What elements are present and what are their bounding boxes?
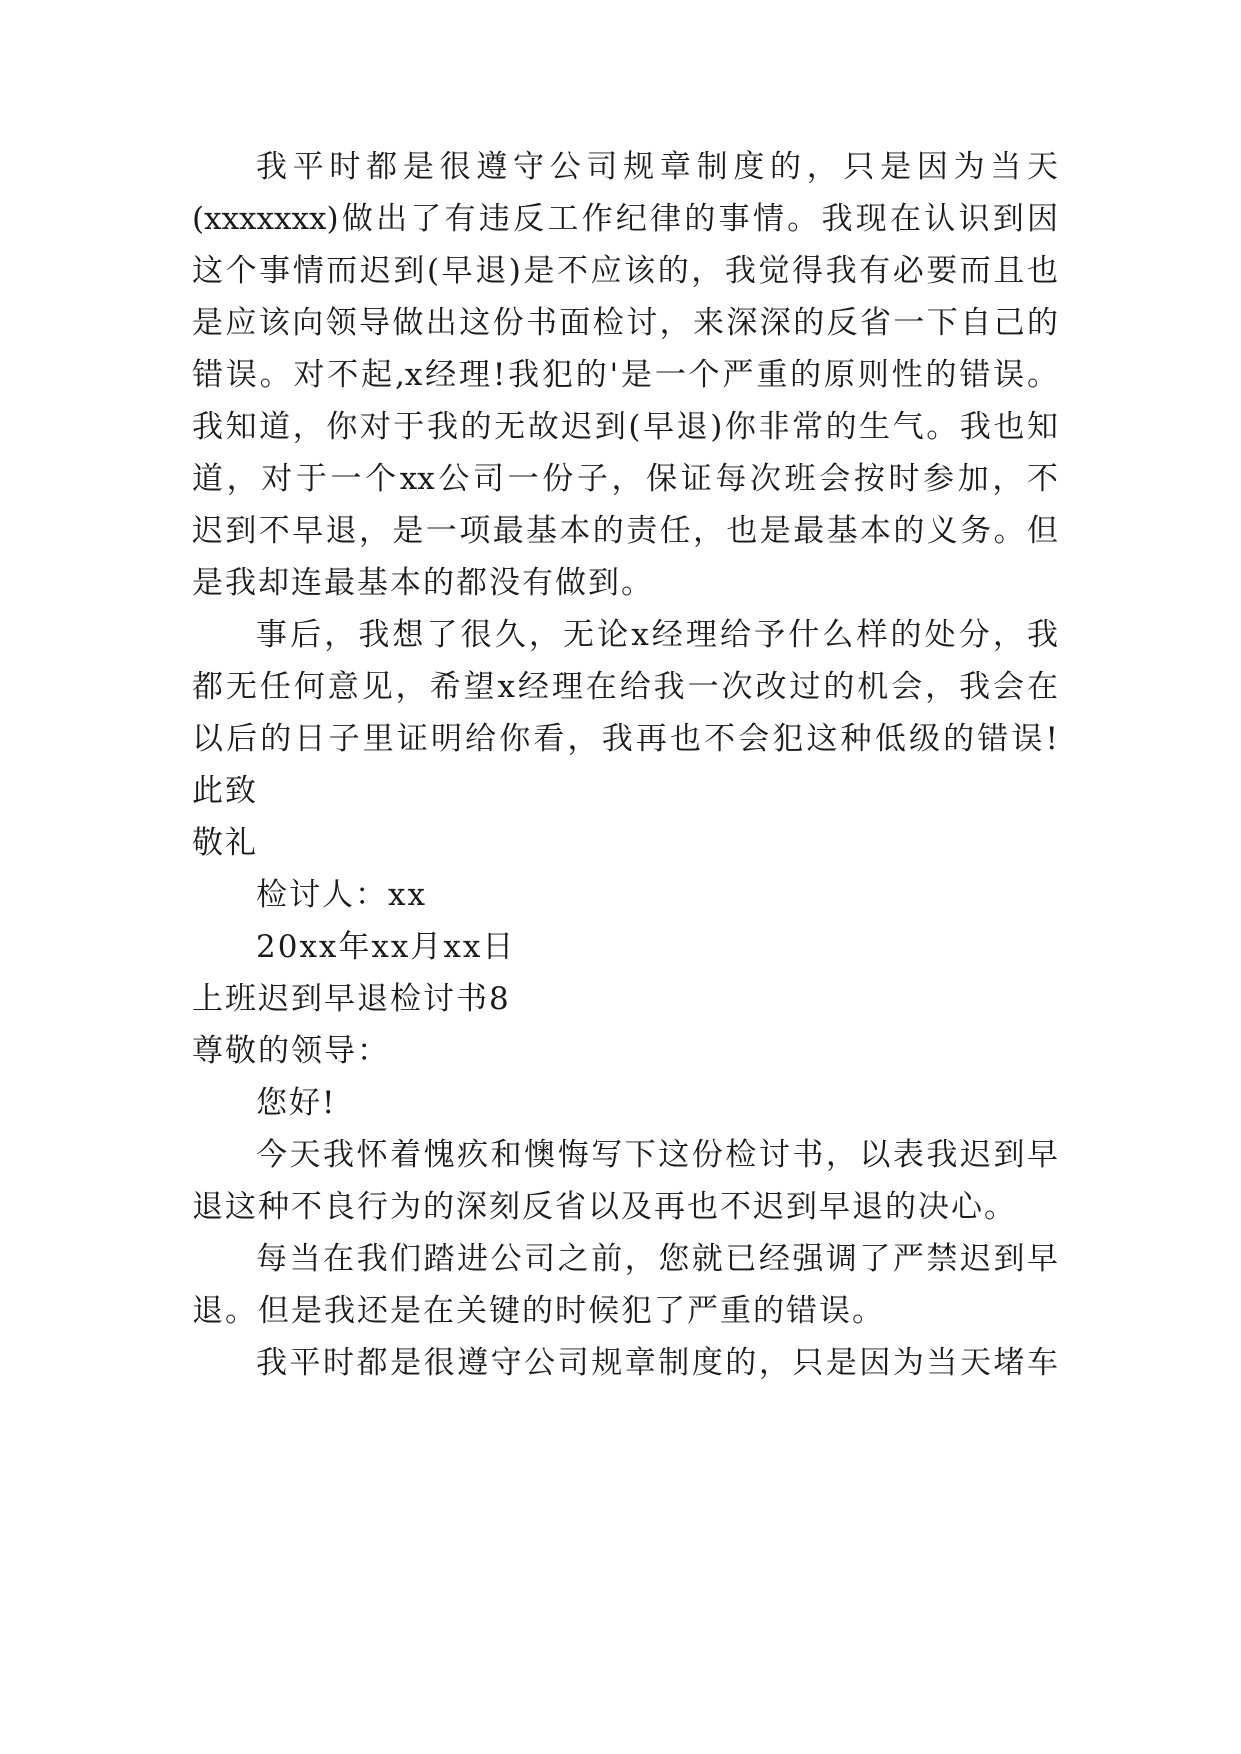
greeting: 您好!	[256, 1085, 337, 1121]
text-line: 是应该向领导做出这份书面检讨，来深深的反省一下自己的	[192, 305, 1058, 341]
text-line: 每当在我们踏进公司之前，您就已经强调了严禁迟到早	[256, 1241, 1058, 1277]
salutation: 尊敬的领导：	[192, 1033, 390, 1069]
text-line: 我平时都是很遵守公司规章制度的，只是因为当天	[256, 149, 1058, 185]
signature-line: 检讨人：xx	[256, 877, 427, 913]
text-line: (xxxxxxx)做出了有违反工作纪律的事情。我现在认识到因	[192, 201, 1058, 237]
text-line: 是我却连最基本的都没有做到。	[192, 565, 654, 601]
text-line: 这个事情而迟到(早退)是不应该的，我觉得我有必要而且也	[192, 253, 1058, 289]
text-line: 今天我怀着愧疚和懊悔写下这份检讨书，以表我迟到早	[256, 1137, 1058, 1173]
section-title: 上班迟到早退检讨书8	[192, 981, 511, 1017]
text-line: 错误。对不起,x经理!我犯的'是一个严重的原则性的错误。	[192, 357, 1058, 393]
text-line: 都无任何意见，希望x经理在给我一次改过的机会，我会在	[192, 669, 1058, 705]
text-line: 迟到不早退，是一项最基本的责任，也是最基本的义务。但	[192, 513, 1058, 549]
closing-line: 此致	[192, 773, 258, 809]
text-line: 我平时都是很遵守公司规章制度的，只是因为当天堵车	[256, 1345, 1058, 1381]
text-line: 事后，我想了很久，无论x经理给予什么样的处分，我	[256, 617, 1058, 653]
closing-line: 敬礼	[192, 825, 258, 861]
date-line: 20xx年xx月xx日	[256, 929, 516, 965]
text-line: 道，对于一个xx公司一份子，保证每次班会按时参加，不	[192, 461, 1058, 497]
text-line: 以后的日子里证明给你看，我再也不会犯这种低级的错误!	[192, 721, 1058, 757]
text-line: 退这种不良行为的深刻反省以及再也不迟到早退的决心。	[192, 1189, 1017, 1225]
text-line: 退。但是我还是在关键的时候犯了严重的错误。	[192, 1293, 885, 1329]
text-line: 我知道，你对于我的无故迟到(早退)你非常的生气。我也知	[192, 409, 1058, 445]
